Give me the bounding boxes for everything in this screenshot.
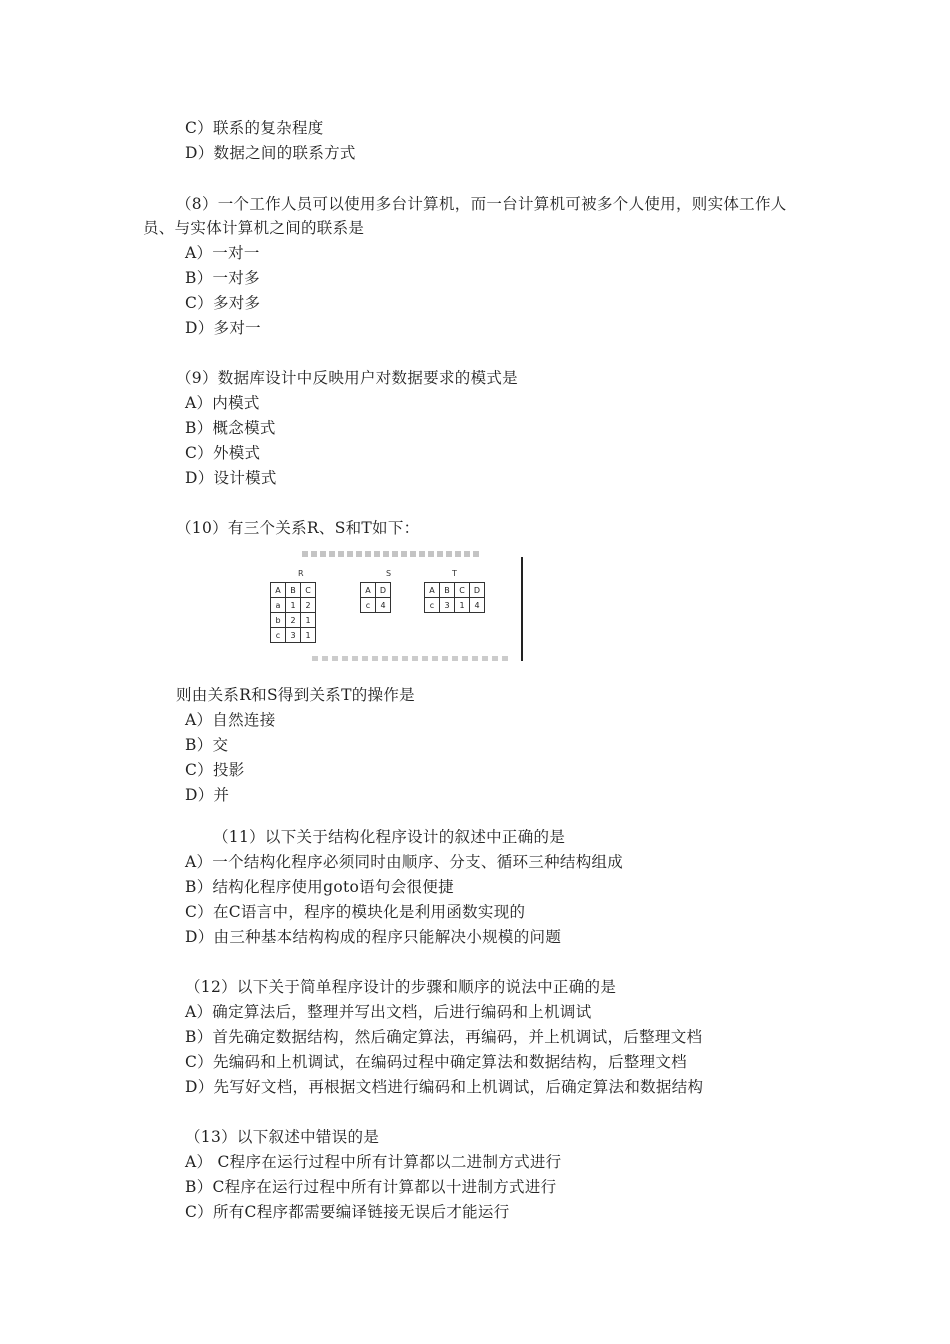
table-cell: D	[470, 583, 485, 598]
relation-t-table	[424, 582, 485, 613]
option-d: D）数据之间的联系方式	[185, 144, 356, 162]
question-11: （11）以下关于结构化程序设计的叙述中正确的是	[213, 828, 566, 846]
table-cell: a	[271, 598, 286, 613]
table-cell: A	[361, 583, 376, 598]
q13-option-b: B）C程序在运行过程中所有计算都以十进制方式进行	[185, 1178, 557, 1196]
q11-option-a: A）一个结构化程序必须同时由顺序、分支、循环三种结构组成	[185, 853, 624, 871]
table-cell: 2	[301, 598, 316, 613]
table-row	[271, 598, 316, 613]
q8-option-b: B）一对多	[185, 269, 260, 287]
question-8-line1: （8）一个工作人员可以使用多台计算机，而一台计算机可被多个人使用，则实体工作人	[176, 195, 787, 213]
table-cell: 4	[376, 598, 391, 613]
q11-option-c: C）在C语言中，程序的模块化是利用函数实现的	[185, 903, 526, 921]
table-cell: A	[271, 583, 286, 598]
figure-border-line	[521, 557, 523, 661]
q8-option-d: D）多对一	[185, 319, 261, 337]
question-10-prompt: 则由关系R和S得到关系T的操作是	[176, 686, 415, 704]
table-row	[425, 583, 485, 598]
table-row	[271, 583, 316, 598]
q12-option-d: D）先写好文档，再根据文档进行编码和上机调试，后确定算法和数据结构	[185, 1078, 704, 1096]
table-cell: 1	[455, 598, 470, 613]
question-13: （13）以下叙述中错误的是	[185, 1128, 380, 1146]
table-row	[271, 613, 316, 628]
q13-option-c: C）所有C程序都需要编译链接无误后才能运行	[185, 1203, 510, 1221]
question-9: （9）数据库设计中反映用户对数据要求的模式是	[176, 369, 518, 387]
relation-r-table	[270, 582, 316, 643]
table-cell: B	[440, 583, 455, 598]
q9-option-b: B）概念模式	[185, 419, 276, 437]
table-cell: 1	[301, 613, 316, 628]
table-row	[425, 598, 485, 613]
relations-figure	[262, 549, 530, 663]
q10-option-a: A）自然连接	[185, 711, 276, 729]
table-cell: C	[455, 583, 470, 598]
q12-option-c: C）先编码和上机调试，在编码过程中确定算法和数据结构，后整理文档	[185, 1053, 687, 1071]
figure-blurred-header	[302, 551, 482, 557]
table-cell: 3	[440, 598, 455, 613]
question-8-line2: 员、与实体计算机之间的联系是	[143, 219, 365, 237]
relation-t-name: T	[452, 569, 457, 578]
q9-option-a: A）内模式	[185, 394, 260, 412]
option-c: C）联系的复杂程度	[185, 119, 324, 137]
table-cell: 1	[286, 598, 301, 613]
q8-option-c: C）多对多	[185, 294, 261, 312]
table-cell: b	[271, 613, 286, 628]
q11-option-b: B）结构化程序使用goto语句会很便捷	[185, 878, 454, 896]
table-cell: A	[425, 583, 440, 598]
table-cell: 3	[286, 628, 301, 643]
relation-s-name: S	[386, 569, 392, 578]
relation-r-name: R	[298, 569, 304, 578]
question-12: （12）以下关于简单程序设计的步骤和顺序的说法中正确的是	[185, 978, 617, 996]
q9-option-d: D）设计模式	[185, 469, 277, 487]
table-cell: 4	[470, 598, 485, 613]
q9-option-c: C）外模式	[185, 444, 261, 462]
question-10: （10）有三个关系R、S和T如下：	[176, 519, 420, 537]
table-cell: D	[376, 583, 391, 598]
table-cell: c	[425, 598, 440, 613]
q12-option-a: A）确定算法后，整理并写出文档，后进行编码和上机调试	[185, 1003, 592, 1021]
figure-blurred-footer	[312, 656, 512, 661]
q12-option-b: B）首先确定数据结构，然后确定算法，再编码，并上机调试，后整理文档	[185, 1028, 703, 1046]
table-cell: 1	[301, 628, 316, 643]
q13-option-a: A） C程序在运行过程中所有计算都以二进制方式进行	[185, 1153, 562, 1171]
table-row	[361, 583, 391, 598]
table-cell: 2	[286, 613, 301, 628]
q10-option-c: C）投影	[185, 761, 245, 779]
table-cell: C	[301, 583, 316, 598]
table-cell: c	[271, 628, 286, 643]
table-cell: B	[286, 583, 301, 598]
relation-s-table	[360, 582, 391, 613]
table-cell: c	[361, 598, 376, 613]
q10-option-b: B）交	[185, 736, 229, 754]
q8-option-a: A）一对一	[185, 244, 260, 262]
q10-option-d: D）并	[185, 786, 230, 804]
table-row	[361, 598, 391, 613]
table-row	[271, 628, 316, 643]
q11-option-d: D）由三种基本结构构成的程序只能解决小规模的问题	[185, 928, 562, 946]
